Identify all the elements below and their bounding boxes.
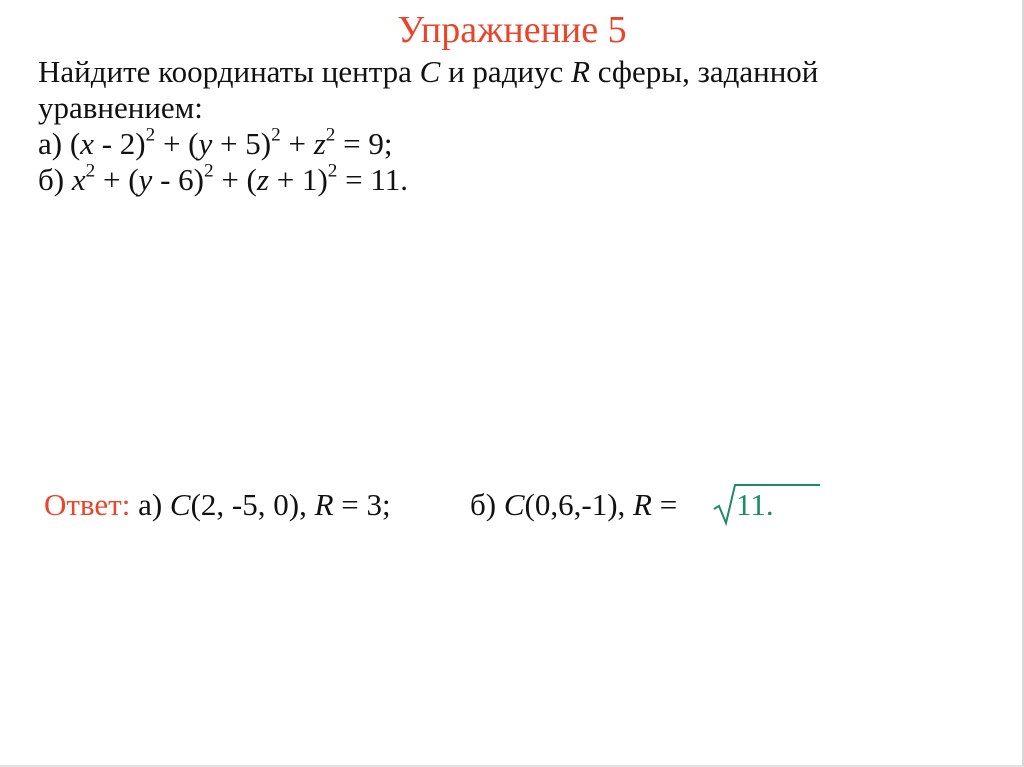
eq-var: y — [138, 162, 153, 197]
eq-token: ( — [69, 126, 81, 161]
eq-token: - 6) — [160, 162, 204, 197]
answer-label: Ответ: — [44, 487, 131, 522]
answer-a-radius: R — [314, 487, 334, 522]
eq-exponent: 2 — [327, 160, 338, 182]
eq-var: x — [80, 126, 94, 161]
eq-token: = 11. — [345, 162, 408, 197]
problem-line-1 — [38, 54, 938, 90]
eq-var: z — [256, 162, 269, 197]
answer-b-equals: = — [659, 487, 678, 522]
problem-statement — [38, 54, 938, 198]
part-label: б) — [38, 162, 65, 197]
eq-token: + ( — [221, 162, 257, 197]
eq-token: - 2) — [101, 126, 146, 161]
eq-exponent: 2 — [145, 124, 156, 146]
problem-text: Найдите координаты центра — [38, 54, 412, 89]
answer-a-value: = 3; — [341, 487, 391, 522]
answer-b-coords: (0,6,-1), — [524, 487, 626, 522]
problem-text: и радиус — [448, 54, 564, 89]
eq-token: + ( — [162, 126, 199, 161]
problem-text: сферы, заданной — [597, 54, 819, 89]
eq-exponent: 2 — [325, 124, 336, 146]
eq-var: x — [71, 162, 86, 197]
eq-token: + 5) — [220, 126, 272, 161]
slide-title: Упражнение 5 — [397, 9, 627, 51]
radius-variable: R — [571, 54, 591, 89]
sqrt-radicand: 11. — [736, 487, 774, 522]
part-label: а) — [38, 126, 63, 161]
equation-b — [38, 162, 938, 198]
problem-line-2: уравнением: — [38, 90, 203, 125]
center-variable: C — [419, 54, 441, 89]
eq-var: z — [313, 126, 326, 161]
answer-a-label: а) — [138, 487, 163, 522]
answer — [44, 487, 844, 537]
eq-token: = 9; — [343, 126, 393, 161]
eq-exponent: 2 — [85, 160, 96, 182]
answer-b-label: б) — [470, 487, 497, 522]
eq-token: + 1) — [276, 162, 328, 197]
answer-a-center: C — [169, 487, 191, 522]
eq-exponent: 2 — [203, 160, 214, 182]
answer-b-radius: R — [633, 487, 652, 522]
eq-token: + ( — [102, 162, 139, 197]
eq-var: y — [198, 126, 213, 161]
eq-exponent: 2 — [271, 124, 281, 146]
answer-b — [470, 487, 677, 523]
eq-token: + — [288, 126, 306, 161]
answer-b-center: C — [503, 487, 525, 522]
answer-a-coords: (2, -5, 0), — [190, 487, 307, 522]
equation-a — [38, 126, 938, 162]
